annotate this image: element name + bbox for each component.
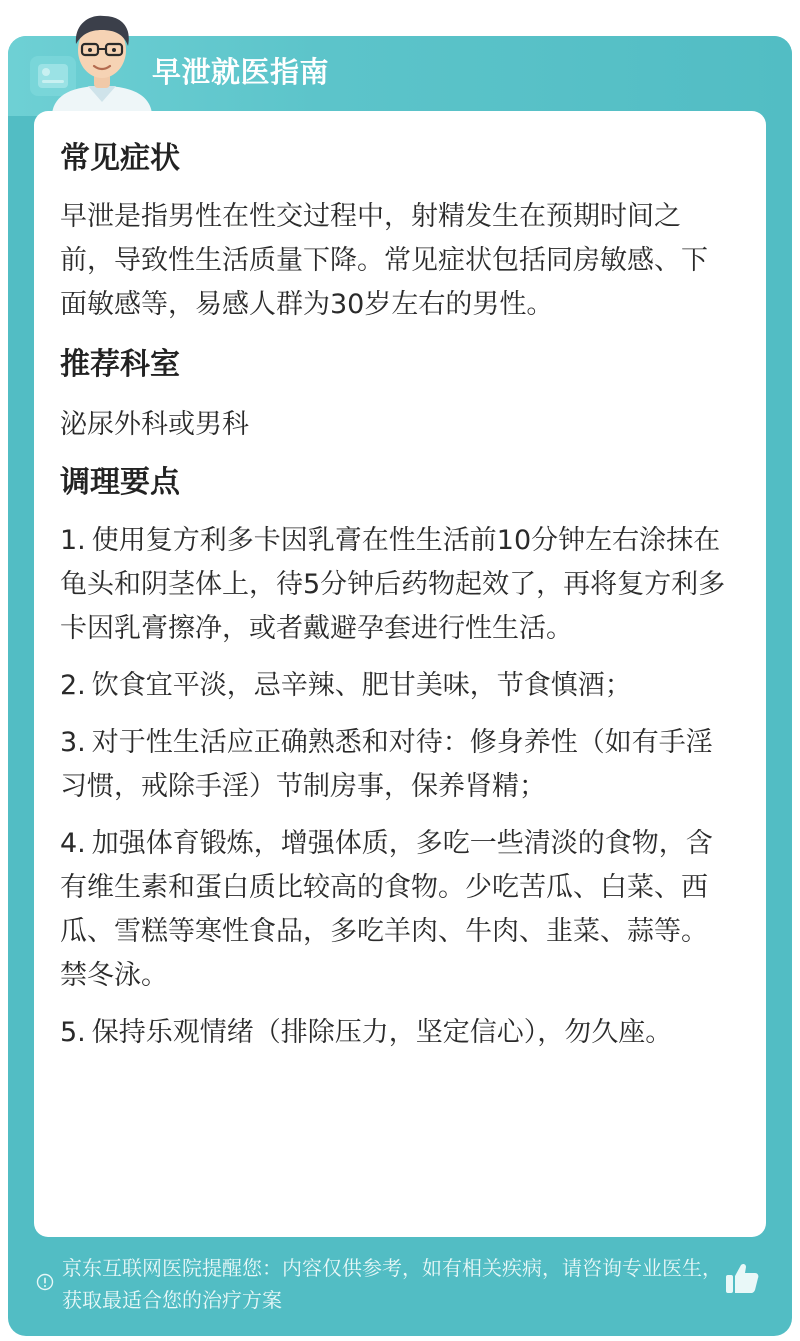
department-title: 推荐科室 bbox=[60, 347, 180, 382]
care-item-number: 2. bbox=[60, 670, 86, 701]
care-item-number: 5. bbox=[60, 1017, 86, 1048]
content-panel bbox=[34, 111, 766, 1237]
care-item-text: 加强体育锻炼，增强体质，多吃一些清淡的食物，含有维生素和蛋白质比较高的食物。少吃苦瓜、白菜、西瓜、雪糕等寒性食品，多吃羊肉、牛肉、韭菜、蒜等。禁冬泳。 bbox=[60, 828, 713, 991]
care-item bbox=[60, 519, 730, 651]
page-title: 早泄就医指南 bbox=[152, 55, 330, 89]
care-item-text: 保持乐观情绪（排除压力，坚定信心），勿久座。 bbox=[91, 1017, 673, 1048]
care-list bbox=[60, 519, 730, 1055]
care-item bbox=[60, 721, 730, 809]
doctor-avatar bbox=[44, 6, 160, 114]
department-section bbox=[60, 343, 730, 447]
info-icon bbox=[36, 1273, 54, 1291]
care-section bbox=[60, 461, 730, 1055]
care-item-number: 3. bbox=[60, 727, 86, 758]
care-item-number: 4. bbox=[60, 828, 86, 859]
symptoms-text: 早泄是指男性在性交过程中，射精发生在预期时间之前，导致性生活质量下降。常见症状包括同房敏感、下面敏感等，易感人群为30岁左右的男性。 bbox=[60, 201, 708, 320]
care-item bbox=[60, 1011, 730, 1055]
thumbs-up-icon[interactable] bbox=[724, 1261, 760, 1295]
care-item-text: 对于性生活应正确熟悉和对待：修身养性（如有手淫习惯，戒除手淫）节制房事，保养肾精； bbox=[60, 727, 713, 802]
symptoms-title: 常见症状 bbox=[60, 141, 180, 176]
care-item-number: 1. bbox=[60, 525, 86, 556]
care-item-text: 饮食宜平淡，忌辛辣、肥甘美味，节食慎酒； bbox=[91, 670, 632, 701]
care-item bbox=[60, 822, 730, 998]
department-text: 泌尿外科或男科 bbox=[60, 409, 249, 440]
symptoms-section bbox=[60, 137, 730, 327]
care-item-text: 使用复方利多卡因乳膏在性生活前10分钟左右涂抹在龟头和阴茎体上，待5分钟后药物起效了，再将复方利多卡因乳膏擦净，或者戴避孕套进行性生活。 bbox=[60, 525, 726, 644]
care-item bbox=[60, 664, 730, 708]
footer-notice: 京东互联网医院提醒您：内容仅供参考，如有相关疾病，请咨询专业医生，获取最适合您的治疗方案 bbox=[62, 1256, 722, 1312]
care-title: 调理要点 bbox=[60, 465, 180, 500]
